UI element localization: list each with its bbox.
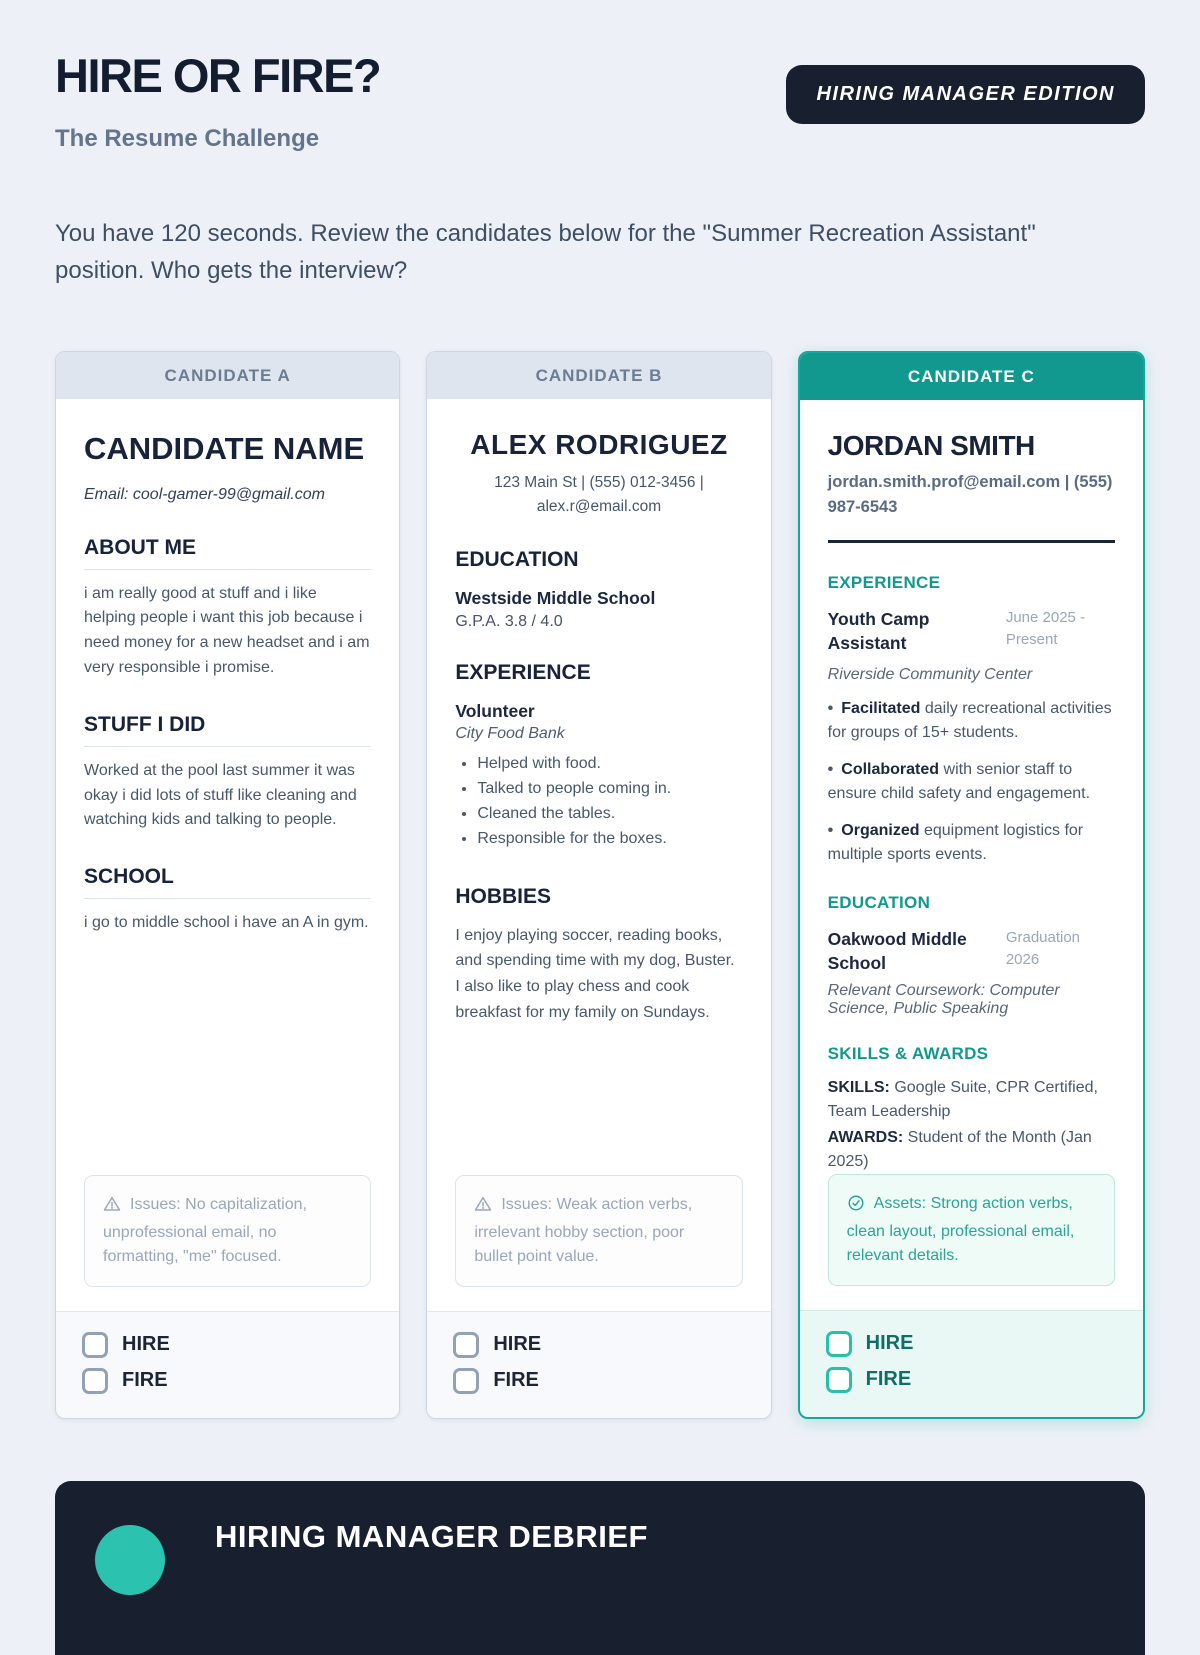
candidate-b-section-hobbies [455,885,742,1025]
candidate-a-section-about [84,536,371,681]
skills-line: SKILLS: Google Suite, CPR Certified, Team Leadership [827,1078,1098,1120]
debrief-title: HIRING MANAGER DEBRIEF [215,1518,648,1554]
bullet-item: • Responsible for the boxes. [477,830,742,848]
experience-bullets [455,755,742,848]
candidate-c-tab: CANDIDATE C [800,353,1143,400]
check-circle-icon [847,1194,865,1220]
bullet-item: • Organized equipment logistics for multiple sports events. [828,819,1115,867]
candidate-a-footer [56,1311,399,1418]
candidate-c-fire-checkbox[interactable] [826,1367,852,1393]
candidate-cards [55,351,1145,1419]
candidate-a-tab: CANDIDATE A [56,352,399,399]
resume-divider [828,540,1115,543]
job-organization: City Food Bank [455,724,565,742]
candidate-c-section-experience [828,573,1115,867]
candidate-b-footer [427,1311,770,1418]
candidate-b-tab: CANDIDATE B [427,352,770,399]
debrief-panel [55,1481,1145,1655]
bullet-item: • Facilitated daily recreational activities for groups of 15+ students. [828,697,1115,745]
section-heading: SKILLS & AWARDS [827,1043,989,1063]
fire-label: FIRE [493,1369,539,1392]
section-heading: STUFF I DID [84,713,371,747]
section-text: i am really good at stuff and i like helping people i want this job because i need money for a new headset and i am very responsible i promise. [84,584,370,677]
candidate-card-c [798,351,1145,1419]
edition-badge: HIRING MANAGER EDITION [786,65,1145,124]
candidate-c-section-education [828,893,1115,1018]
bullet-item: • Cleaned the tables. [477,805,742,823]
candidate-c-footer [800,1310,1143,1417]
coursework-text: Relevant Coursework: Computer Science, Public Speaking [827,981,1060,1017]
fire-label: FIRE [865,1368,912,1391]
warning-icon [103,1195,121,1221]
candidate-b-fire-checkbox[interactable] [453,1368,479,1394]
issues-text: Issues: Weak action verbs, irrelevant hobby section, poor bullet point value. [474,1195,693,1265]
section-heading: SCHOOL [84,865,371,899]
job-title: Volunteer [455,700,535,721]
hire-label: HIRE [122,1333,170,1356]
candidate-a-hire-checkbox[interactable] [82,1332,108,1358]
awards-line: AWARDS: Student of the Month (Jan 2025) [827,1128,1092,1170]
section-heading: EDUCATION [455,547,579,571]
candidate-a-email: Email: cool-gamer-99@gmail.com [84,485,325,503]
school-name: Oakwood Middle School [827,928,967,974]
job-organization: Riverside Community Center [827,665,1033,683]
section-heading: ABOUT ME [84,536,371,570]
candidate-b-hire-checkbox[interactable] [453,1332,479,1358]
candidate-b-contact: 123 Main St | (555) 012-3456 | alex.r@email.com [494,474,704,515]
candidate-c-assets-note [828,1174,1115,1286]
bullet-item: • Collaborated with senior staff to ensure child safety and engagement. [828,758,1115,806]
candidate-c-contact: jordan.smith.prof@email.com | (555) 987-6543 [827,473,1113,517]
section-heading: EXPERIENCE [827,572,941,592]
section-heading: EXPERIENCE [455,660,591,684]
bullet-item: • Talked to people coming in. [477,780,742,798]
hire-label: HIRE [493,1333,542,1356]
section-heading: HOBBIES [455,884,552,908]
candidate-b-name: ALEX RODRIGUEZ [470,429,728,461]
hire-label: HIRE [865,1332,914,1355]
section-text: Worked at the pool last summer it was okay i did lots of stuff like cleaning and watching kids and talking to people. [84,761,357,829]
candidate-b-issues-note [455,1175,742,1287]
warning-icon [474,1195,492,1221]
fire-label: FIRE [122,1369,168,1392]
job-dates: June 2025 - Present [1005,608,1086,648]
candidate-c-section-skills [828,1044,1115,1174]
candidate-card-b [426,351,771,1419]
school-name: Westside Middle School [455,587,656,608]
candidate-a-fire-checkbox[interactable] [82,1368,108,1394]
candidate-c-name: JORDAN SMITH [827,430,1035,462]
candidate-c-hire-checkbox[interactable] [826,1331,852,1357]
candidate-b-section-education [455,548,742,631]
page-title: HIRE OR FIRE? [55,49,381,102]
graduation-date: Graduation 2026 [1005,928,1081,968]
candidate-b-section-experience [455,661,742,855]
bullet-item: • Helped with food. [477,755,742,773]
debrief-step-badge [95,1525,165,1595]
issues-text: Issues: No capitalization, unprofessional email, no formatting, "me" focused. [103,1195,307,1265]
candidate-a-section-school [84,865,371,936]
candidate-a-name: CANDIDATE NAME [84,431,365,467]
section-text: i go to middle school i have an A in gym. [84,914,369,932]
page-header [55,49,1145,153]
job-title: Youth Camp Assistant [827,608,930,654]
section-heading: EDUCATION [827,892,931,912]
gpa-text: G.P.A. 3.8 / 4.0 [455,612,563,630]
candidate-a-section-stuff [84,713,371,833]
assets-text: Assets: Strong action verbs, clean layout, professional email, relevant details. [846,1194,1075,1264]
instructions-text: You have 120 seconds. Review the candidates below for the "Summer Recreation Assistant" position. Who gets the interview? [55,220,1036,285]
candidate-a-issues-note [84,1175,371,1287]
candidate-card-a [55,351,400,1419]
page-subtitle: The Resume Challenge [55,125,320,152]
hobbies-text: I enjoy playing soccer, reading books, and spending time with my dog, Buster. I also like to play chess and cook breakfast for my family on Sundays. [455,926,735,1021]
